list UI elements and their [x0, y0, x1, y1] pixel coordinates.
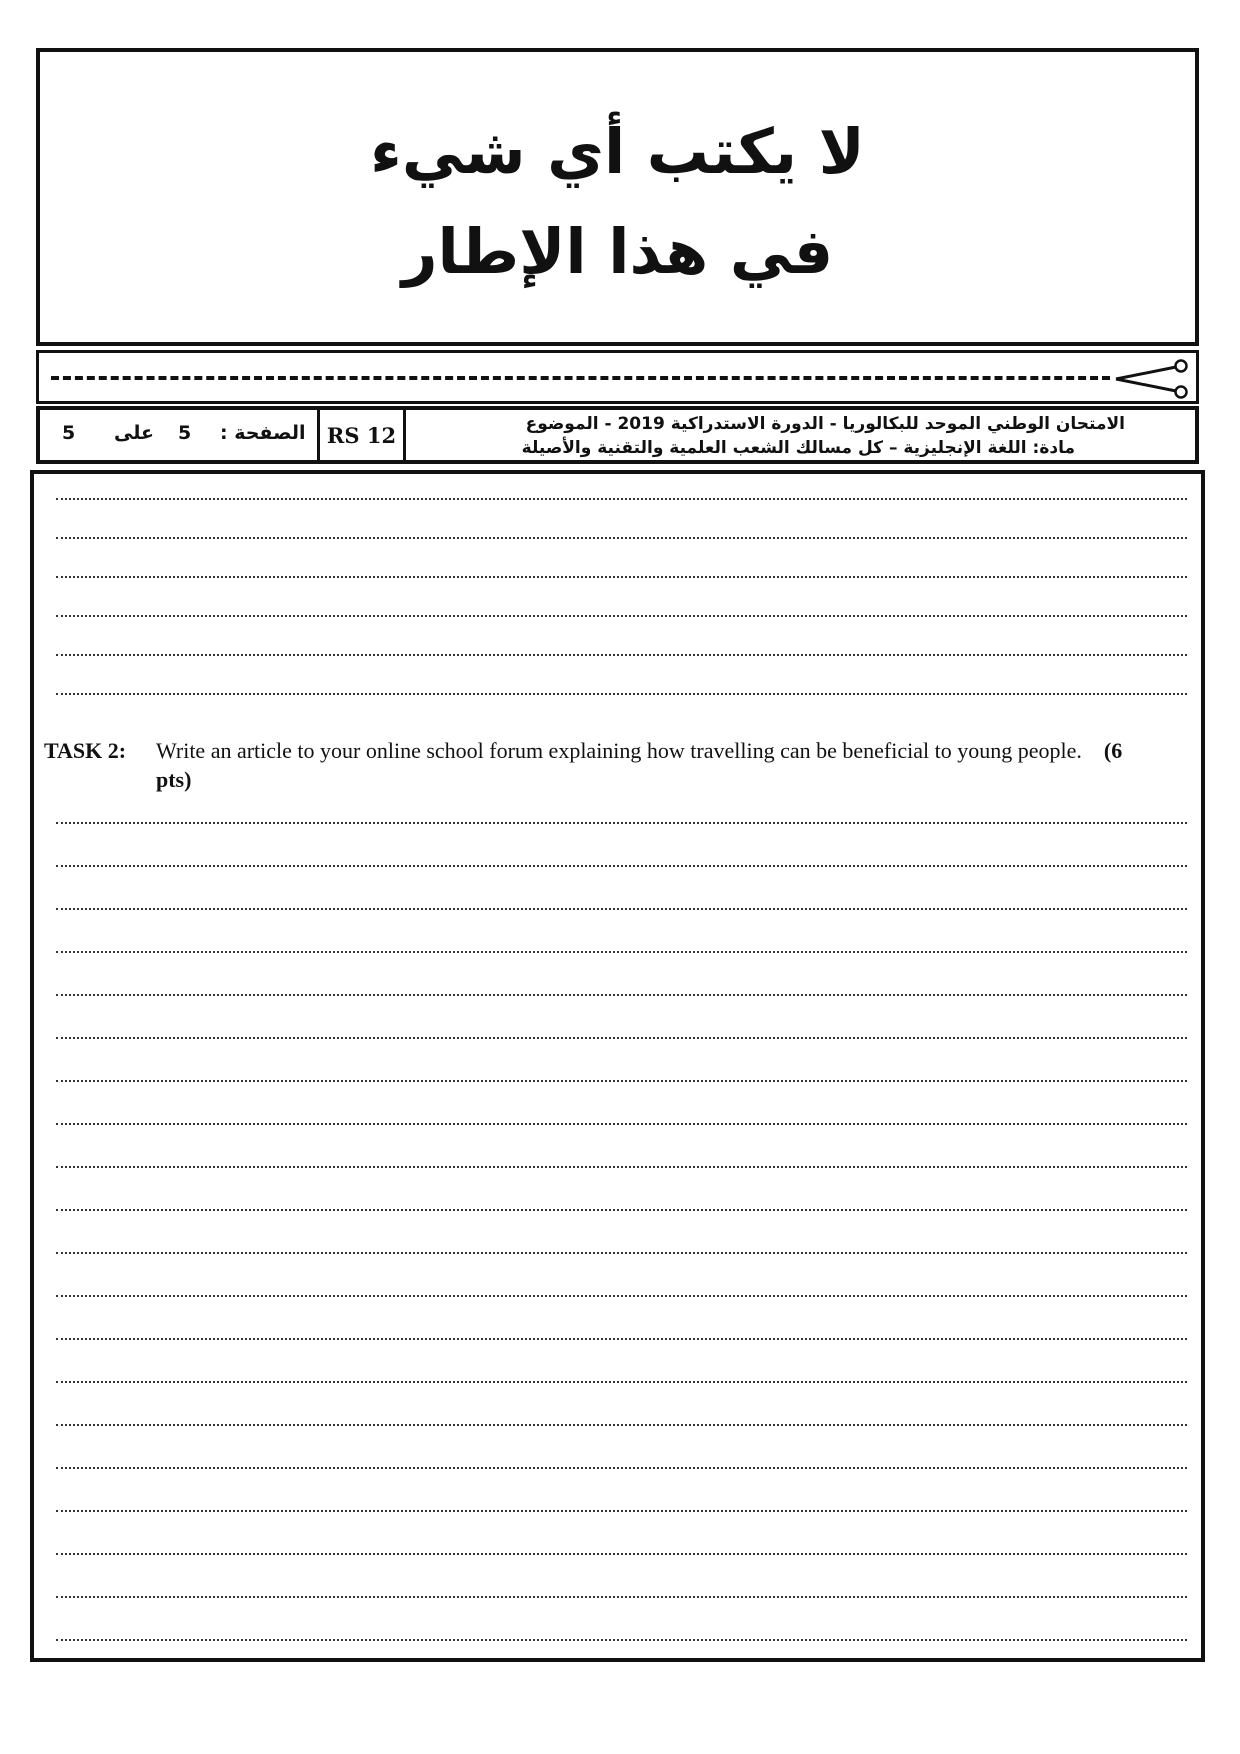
- writing-line[interactable]: [56, 498, 1187, 500]
- cut-line-row: [36, 350, 1199, 404]
- writing-line[interactable]: [56, 822, 1187, 824]
- writing-line[interactable]: [56, 537, 1187, 539]
- do-not-write-notice: [40, 102, 1195, 302]
- writing-line[interactable]: [56, 654, 1187, 656]
- writing-line[interactable]: [56, 1338, 1187, 1340]
- writing-line[interactable]: [56, 1467, 1187, 1469]
- writing-line[interactable]: [56, 615, 1187, 617]
- writing-line[interactable]: [56, 1080, 1187, 1082]
- exam-title: [406, 410, 1195, 460]
- writing-line[interactable]: [56, 1510, 1187, 1512]
- exam-header: [36, 406, 1199, 464]
- writing-line[interactable]: [56, 1252, 1187, 1254]
- do-not-write-line-1: لا يكتب أي شيء: [370, 115, 865, 188]
- writing-line[interactable]: [56, 1037, 1187, 1039]
- task-points: (6 pts): [156, 738, 1123, 792]
- page-total: 5: [62, 422, 76, 444]
- writing-line[interactable]: [56, 994, 1187, 996]
- page-indicator: [40, 410, 320, 460]
- scissors-icon: [1114, 359, 1190, 399]
- writing-line[interactable]: [56, 1166, 1187, 1168]
- task-label: TASK 2:: [44, 738, 127, 763]
- writing-line[interactable]: [56, 693, 1187, 695]
- cut-dashed-line: [51, 376, 1110, 380]
- writing-line[interactable]: [56, 1639, 1187, 1641]
- writing-line[interactable]: [56, 865, 1187, 867]
- writing-line[interactable]: [56, 1424, 1187, 1426]
- writing-line[interactable]: [56, 1553, 1187, 1555]
- writing-line[interactable]: [56, 1209, 1187, 1211]
- do-not-write-frame: [36, 48, 1199, 346]
- exam-title-line-1: الامتحان الوطني الموحد للبكالوريا - الدورة الاستدراكية 2019 - الموضوع: [525, 414, 1125, 434]
- page-number: 5: [178, 422, 192, 444]
- writing-line[interactable]: [56, 576, 1187, 578]
- exam-title-line-2: مادة: اللغة الإنجليزية – كل مسالك الشعب العلمية والتقنية والأصيلة: [521, 438, 1075, 458]
- subject-code: RS 12: [320, 410, 406, 460]
- page-of-label: على: [114, 422, 154, 444]
- writing-line[interactable]: [56, 951, 1187, 953]
- page-label: الصفحة :: [220, 422, 306, 444]
- answer-area: [30, 470, 1205, 1662]
- task-prompt: [156, 736, 1156, 794]
- do-not-write-line-2: في هذا الإطار: [401, 215, 834, 288]
- writing-line[interactable]: [56, 1295, 1187, 1297]
- writing-line[interactable]: [56, 1381, 1187, 1383]
- task-prompt-text: Write an article to your online school forum explaining how travelling can be beneficial to young people.: [156, 738, 1082, 763]
- writing-line[interactable]: [56, 1123, 1187, 1125]
- writing-line[interactable]: [56, 1596, 1187, 1598]
- writing-line[interactable]: [56, 908, 1187, 910]
